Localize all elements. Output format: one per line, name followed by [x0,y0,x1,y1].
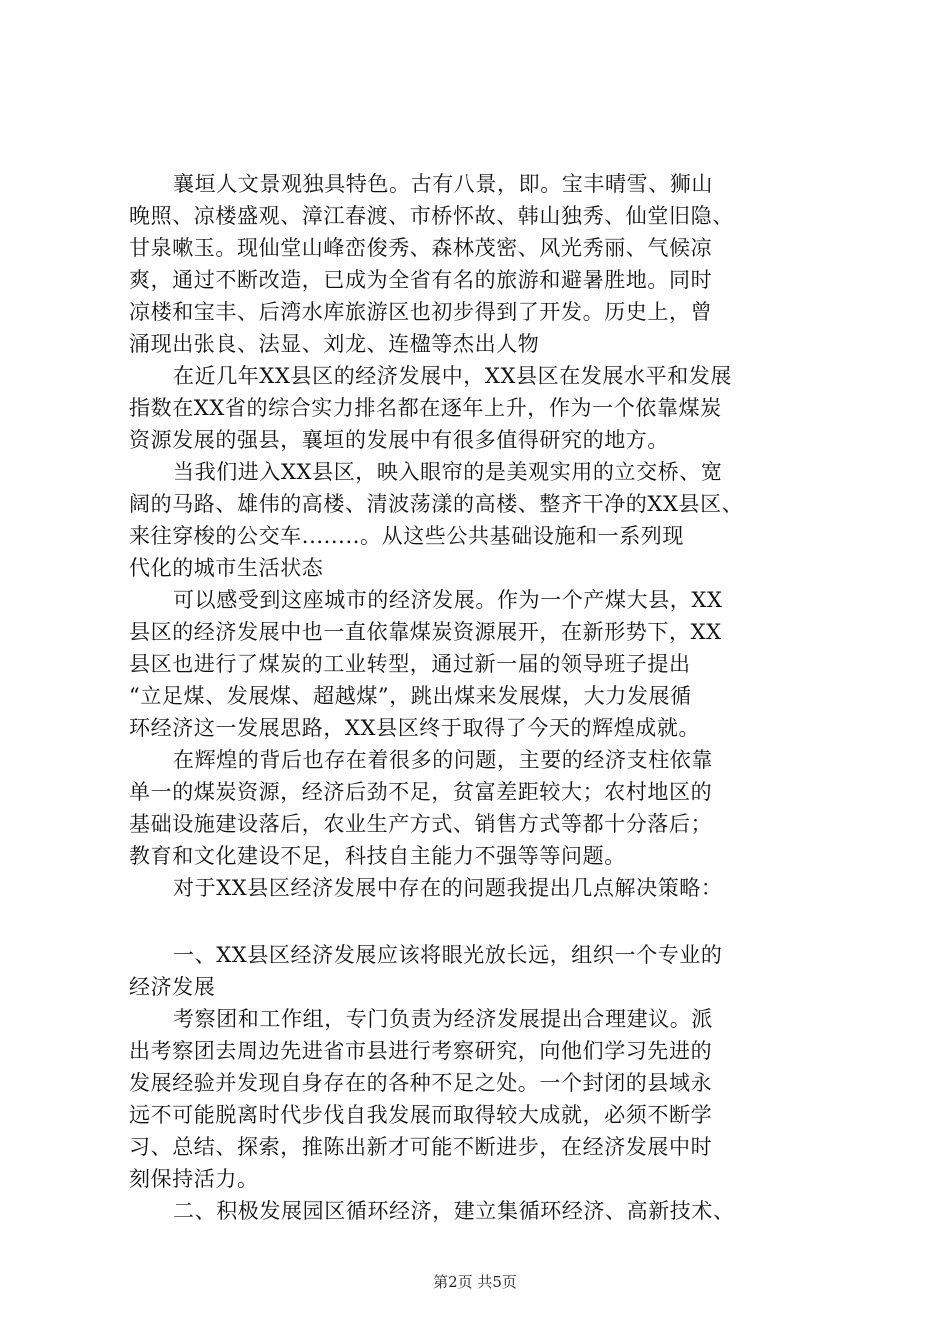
page-number: 第2页 共5页 [433,1273,517,1291]
paragraph-gap [129,904,829,939]
text-line: 涌现出张良、法显、刘龙、连楹等杰出人物 [129,332,540,356]
text-line: “立足煤、发展煤、超越煤”，跳出煤来发展煤，大力发展循 [129,684,692,708]
paragraph-coal-transformation [129,584,829,744]
text-line: 县区也进行了煤炭的工业转型，通过新一届的领导班子提出 [129,652,691,676]
text-line: 来往穿梭的公交车........。从这些公共基础设施和一系列现 [129,524,684,548]
text-line: 基础设施建设落后，农业生产方式、销售方式等都十分落后； [129,812,713,836]
page-footer [0,1272,950,1292]
paragraph-scenery [129,168,829,360]
text-line: 爽，通过不断改造，已成为全省有名的旅游和避暑胜地。同时 [129,268,713,292]
text-line: 习、总结、探索，推陈出新才可能不断进步，在经济发展中时 [129,1135,713,1159]
text-line: 阔的马路、雄伟的高楼、清波荡漾的高楼、整齐干净的XX县区、 [129,492,744,516]
text-line: 当我们进入XX县区，映入眼帘的是美观实用的立交桥、宽 [173,460,723,484]
text-line: 考察团和工作组，专门负责为经济发展提出合理建议。派 [173,1007,713,1031]
paragraph-city-view [129,456,829,584]
paragraph-strategy-one-heading [129,939,829,1003]
paragraph-strategy-two [129,1195,829,1227]
text-line: 发展经验并发现自身存在的各种不足之处。一个封闭的县域永 [129,1071,713,1095]
text-line: 县区的经济发展中也一直依靠煤炭资源展开，在新形势下，XX [129,620,722,644]
text-line: 一、XX县区经济发展应该将眼光放长远，组织一个专业的 [173,943,723,967]
text-line: 襄垣人文景观独具特色。古有八景，即。宝丰晴雪、狮山 [173,172,713,196]
text-line: 代化的城市生活状态 [129,556,324,580]
text-line: 凉楼和宝丰、后湾水库旅游区也初步得到了开发。历史上，曾 [129,300,713,324]
text-line: 二、积极发展园区循环经济，建立集循环经济、高新技术、 [173,1199,735,1223]
paragraph-problems [129,744,829,872]
text-line: 甘泉嗽玉。现仙堂山峰峦俊秀、森林茂密、风光秀丽、气候凉 [129,236,713,260]
text-line: 指数在XX省的综合实力排名都在逐年上升，作为一个依靠煤炭 [129,396,722,420]
paragraph-strategy-intro [129,872,829,904]
text-line: 在近几年XX县区的经济发展中，XX县区在发展水平和发展 [173,364,732,388]
text-line: 刻保持活力。 [129,1167,259,1191]
text-line: 远不可能脱离时代步伐自我发展而取得较大成就，必须不断学 [129,1103,713,1127]
text-line: 可以感受到这座城市的经济发展。作为一个产煤大县，XX [173,588,723,612]
text-line: 资源发展的强县，襄垣的发展中有很多值得研究的地方。 [129,428,669,452]
text-line: 环经济这一发展思路，XX县区终于取得了今天的辉煌成就。 [129,716,701,740]
text-line: 在辉煌的背后也存在着很多的问题，主要的经济支柱依靠 [173,748,713,772]
text-line: 单一的煤炭资源，经济后劲不足，贫富差距较大；农村地区的 [129,780,713,804]
text-line: 晚照、凉楼盛观、漳江春渡、市桥怀故、韩山独秀、仙堂旧隐、 [129,204,734,228]
text-line: 经济发展 [129,975,216,999]
text-line: 教育和文化建设不足，科技自主能力不强等等问题。 [129,844,626,868]
paragraph-strategy-one-body [129,1003,829,1195]
document-body [129,168,829,1227]
text-line: 出考察团去周边先进省市县进行考察研究，向他们学习先进的 [129,1039,713,1063]
paragraph-economy-ranking [129,360,829,456]
text-line: 对于XX县区经济发展中存在的问题我提出几点解决策略： [173,876,723,900]
